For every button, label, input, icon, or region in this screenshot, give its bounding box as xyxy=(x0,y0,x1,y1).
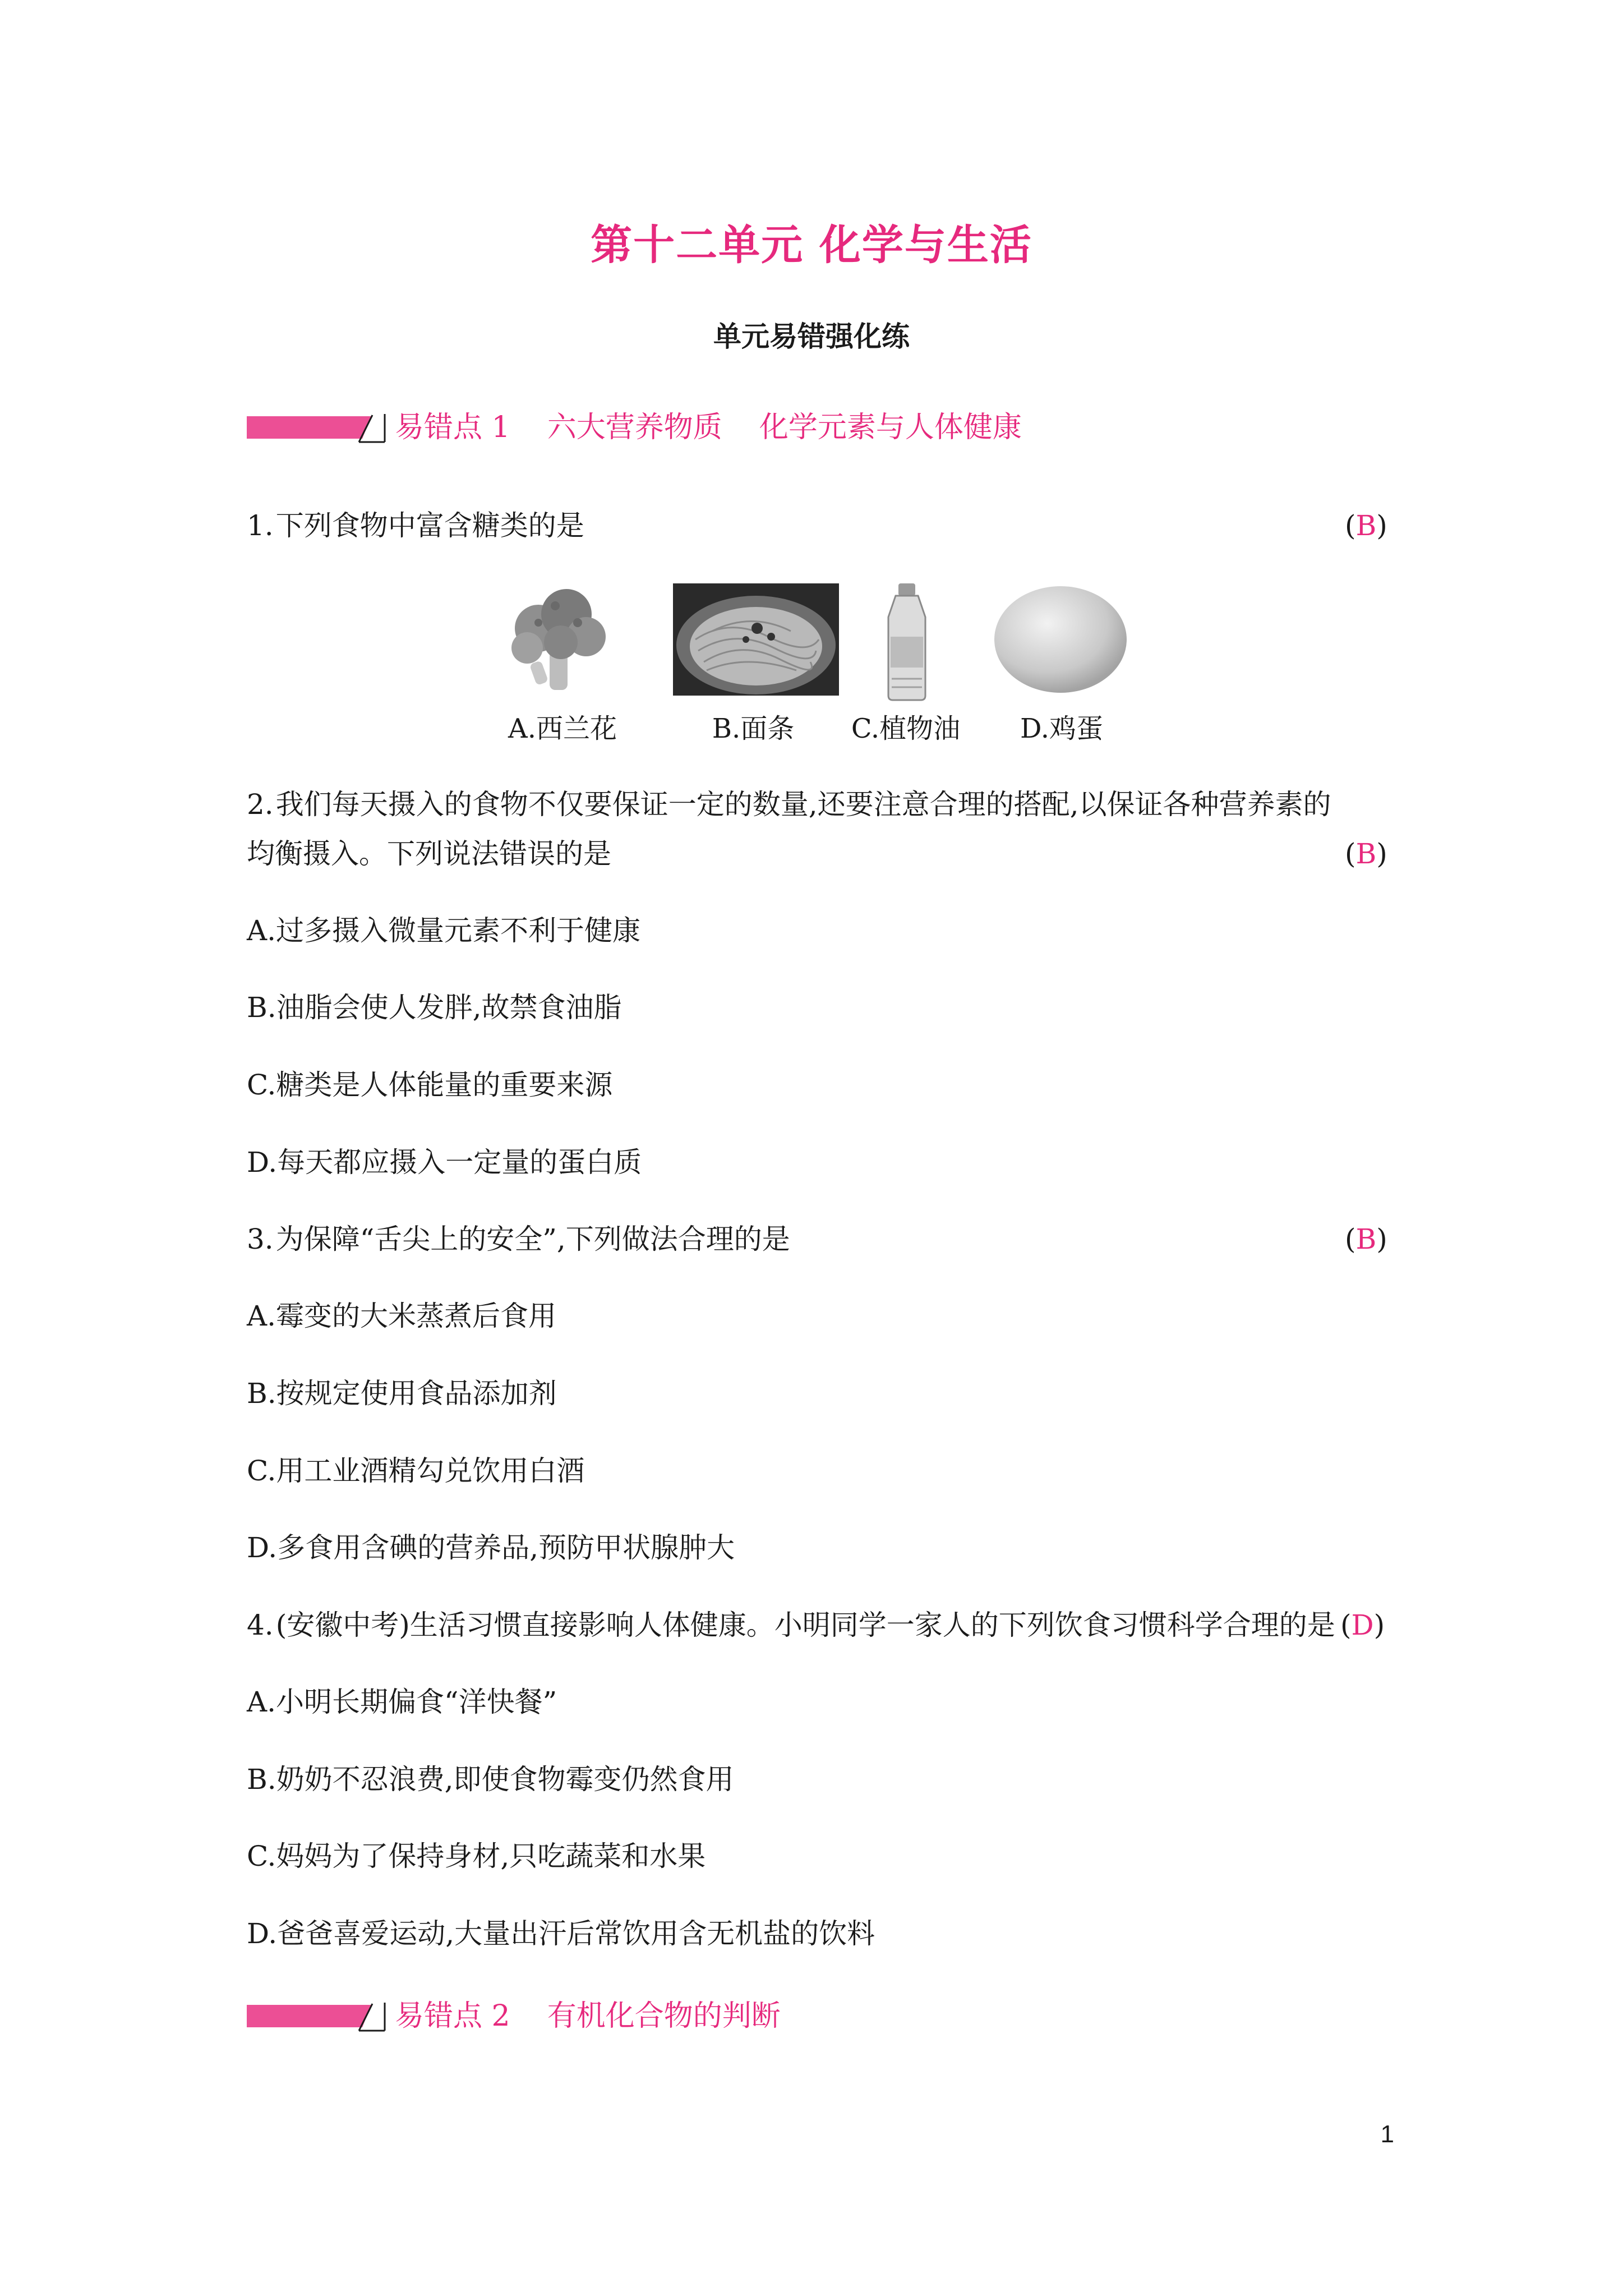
question-3 xyxy=(247,1221,1391,1257)
question-4 xyxy=(247,1607,1391,1643)
question-2 xyxy=(247,786,1391,822)
answer-1: (B) xyxy=(1345,509,1387,542)
section-label: 易错点 1 六大营养物质 化学元素与人体健康 xyxy=(395,411,1022,444)
question-2-line2 xyxy=(247,836,1391,872)
page-title: 第十二单元 化学与生活 xyxy=(591,221,1032,269)
figure-caption-c: C.植物油 xyxy=(851,713,961,744)
question-number: 3. xyxy=(247,1223,274,1255)
option-2d: D.每天都应摄入一定量的蛋白质 xyxy=(247,1146,642,1179)
section-bar-icon xyxy=(247,1998,387,2034)
option-3a: A.霉变的大米蒸煮后食用 xyxy=(247,1300,557,1332)
answer-3: (B) xyxy=(1345,1223,1387,1255)
page-subtitle: 单元易错强化练 xyxy=(713,320,910,353)
answer-letter: B xyxy=(1355,838,1377,870)
figure-caption-a: A.西兰花 xyxy=(508,713,617,744)
food-figures xyxy=(498,583,1143,746)
section-header-1 xyxy=(247,409,1022,445)
option-4b: B.奶奶不忍浪费,即使食物霉变仍然食用 xyxy=(247,1763,734,1796)
option-4c: C.妈妈为了保持身材,只吃蔬菜和水果 xyxy=(247,1840,706,1872)
oil-bottle-image xyxy=(876,583,938,701)
option-2b: B.油脂会使人发胖,故禁食油脂 xyxy=(247,991,622,1024)
question-stem: 为保障“舌尖上的安全”,下列做法合理的是 xyxy=(275,1223,790,1255)
question-number: 2. xyxy=(247,788,274,821)
answer-4: (D) xyxy=(1340,1609,1385,1641)
question-number: 1. xyxy=(247,509,274,542)
option-2a: A.过多摄入微量元素不利于健康 xyxy=(247,914,641,947)
page-number: 1 xyxy=(1380,2120,1394,2148)
answer-2: (B) xyxy=(1345,838,1387,870)
noodles-image xyxy=(673,583,839,696)
answer-letter: B xyxy=(1355,509,1377,542)
option-3d: D.多食用含碘的营养品,预防甲状腺肿大 xyxy=(247,1531,735,1564)
answer-letter: B xyxy=(1355,1223,1377,1255)
option-3c: C.用工业酒精勾兑饮用白酒 xyxy=(247,1455,585,1487)
broccoli-image xyxy=(505,583,611,696)
figure-caption-d: D.鸡蛋 xyxy=(1020,713,1104,744)
question-number: 4. xyxy=(247,1609,274,1641)
question-stem: (安徽中考)生活习惯直接影响人体健康。小明同学一家人的下列饮食习惯科学合理的是 xyxy=(275,1609,1335,1641)
answer-letter: D xyxy=(1351,1609,1374,1641)
figure-caption-b: B.面条 xyxy=(712,713,795,744)
section-label: 易错点 2 有机化合物的判断 xyxy=(395,1999,781,2033)
option-4a: A.小明长期偏食“洋快餐” xyxy=(247,1686,557,1718)
option-2c: C.糖类是人体能量的重要来源 xyxy=(247,1069,613,1101)
question-1 xyxy=(247,508,1391,544)
option-4d: D.爸爸喜爱运动,大量出汗后常饮用含无机盐的饮料 xyxy=(247,1917,875,1950)
option-3b: B.按规定使用食品添加剂 xyxy=(247,1377,557,1410)
section-bar-icon xyxy=(247,409,387,445)
section-header-2 xyxy=(247,1998,781,2034)
question-stem: 下列食物中富含糖类的是 xyxy=(275,509,584,542)
question-stem-line2: 均衡摄入。下列说法错误的是 xyxy=(247,838,611,870)
egg-image xyxy=(990,583,1131,696)
question-stem-line1: 我们每天摄入的食物不仅要保证一定的数量,还要注意合理的搭配,以保证各种营养素的 xyxy=(275,788,1331,821)
